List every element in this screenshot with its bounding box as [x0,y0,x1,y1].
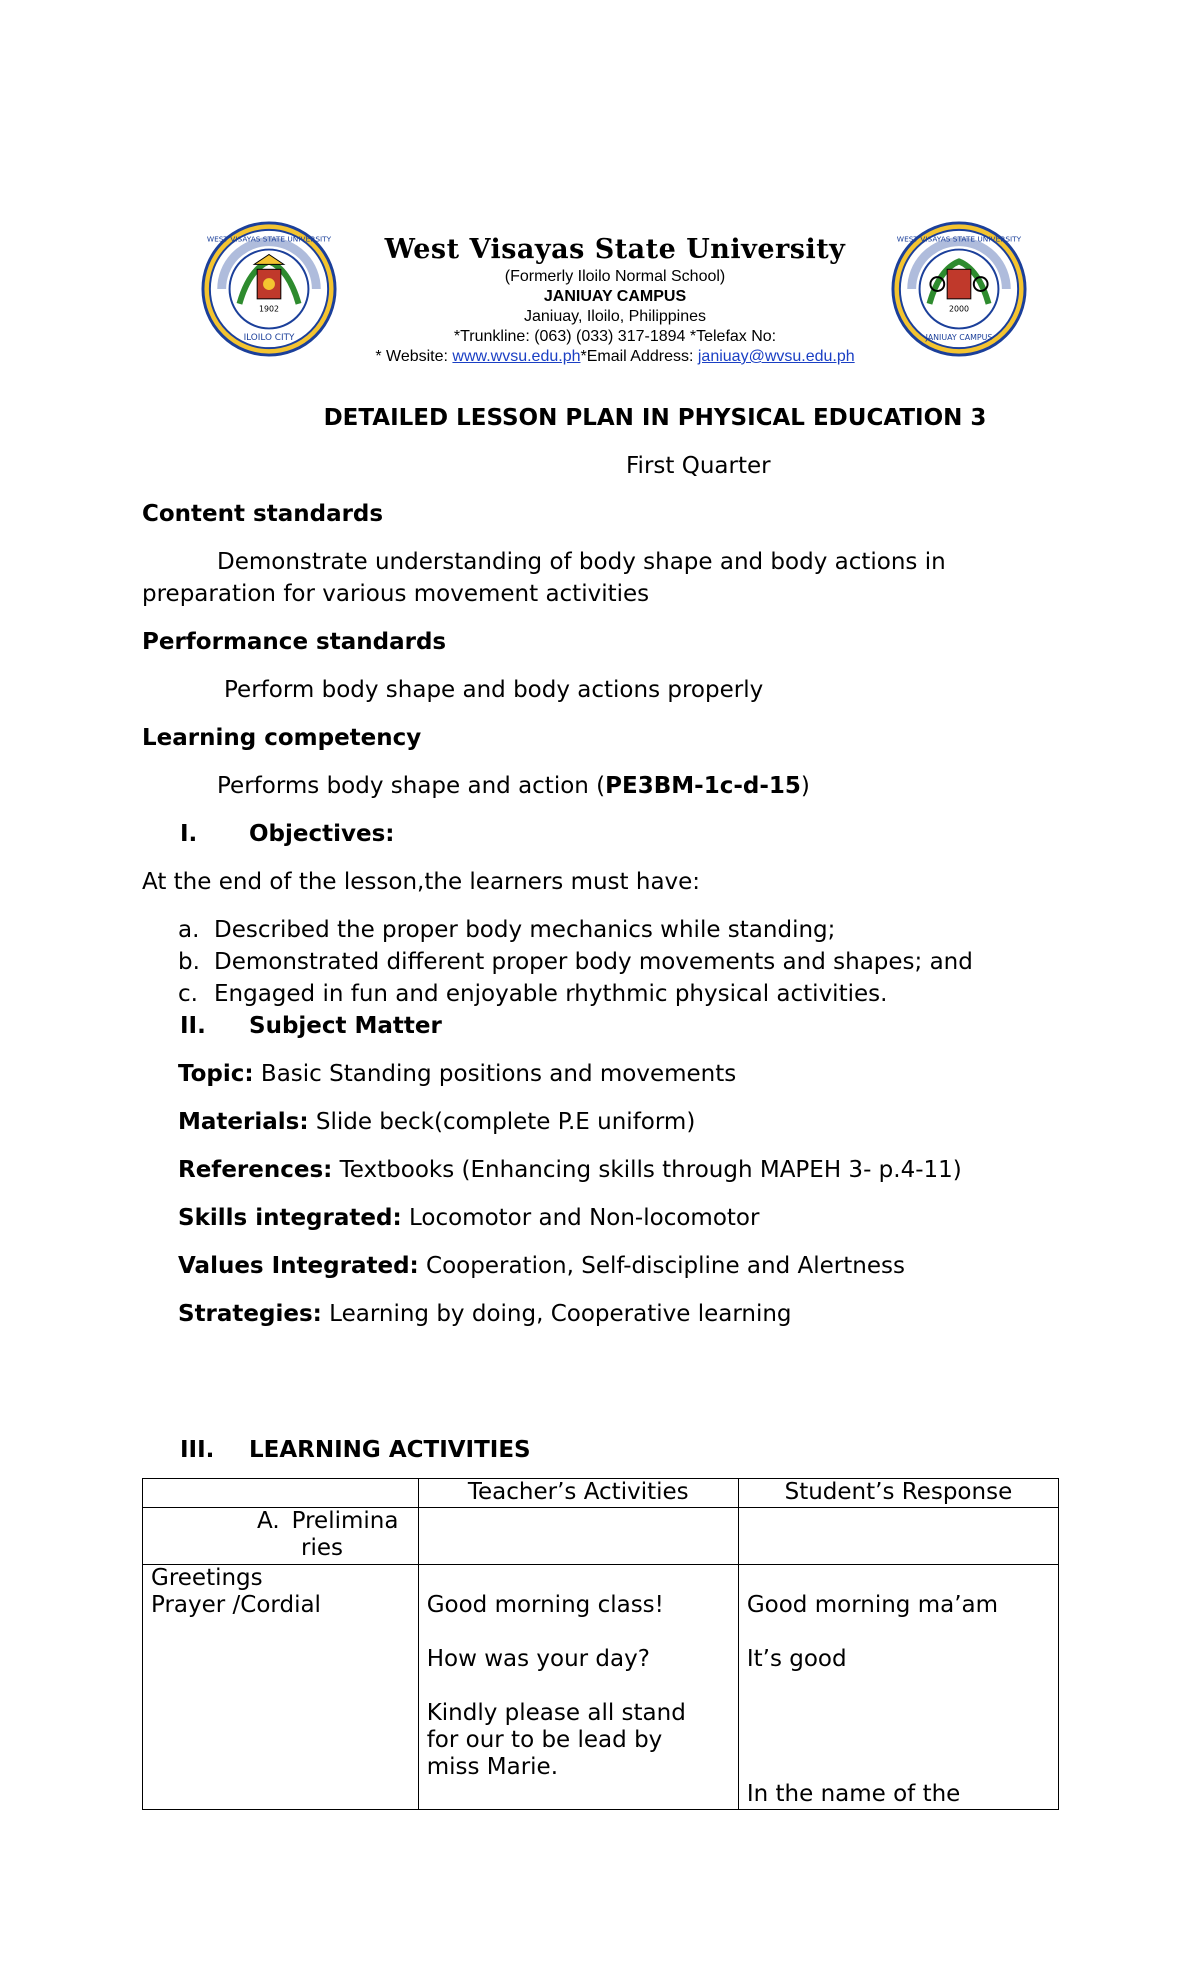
table-row [143,1508,1059,1565]
subject-item [178,1204,759,1232]
teacher-line: for our to be lead by [426,1727,663,1753]
teacher-activities-header: Teacher’s Activities [418,1479,738,1508]
objectives-number: I. [180,821,198,847]
content-standards-heading: Content standards [142,501,384,527]
subject-value: Learning by doing, Cooperative learning [321,1301,792,1327]
seal-right-year: 2000 [948,304,970,314]
university-seal-right [890,220,1028,358]
letterhead-text [350,234,880,367]
letterhead [200,208,1020,368]
formerly-line: (Formerly Iloilo Normal School) [504,268,726,285]
quarter-label: First Quarter [626,453,771,479]
university-seal-left [200,220,338,358]
learning-activities-table [142,1478,1059,1810]
subject-label: Strategies: [178,1301,322,1327]
objective-text: Described the proper body mechanics while standing; [214,917,836,943]
subject-value: Locomotor and Non-locomotor [401,1205,760,1231]
student-response-cell [738,1565,1058,1810]
subject-item [178,1060,736,1088]
student-line: In the name of the [746,1781,961,1807]
table-cell [143,1479,419,1508]
contact-line [350,347,880,367]
phone-line: *Trunkline: (063) (033) 317-1894 *Telefax No: [453,328,777,345]
performance-standards-heading: Performance standards [142,629,447,655]
content-standards-line2: preparation for various movement activities [142,581,650,607]
learning-competency-text [217,772,810,800]
student-response-header: Student’s Response [738,1479,1058,1508]
preliminaries-line1 [151,1508,410,1535]
seal-right-name: WEST VISAYAS STATE UNIVERSITY [896,234,1022,244]
teacher-line: How was your day? [426,1646,650,1672]
seal-left-name: WEST VISAYAS STATE UNIVERSITY [206,234,332,244]
website-label: * Website: [375,348,453,365]
objective-text: Demonstrated different proper body movements and shapes; and [214,949,973,975]
subject-matter-number: II. [180,1013,206,1039]
objectives-heading: Objectives: [249,821,395,847]
teacher-line: miss Marie. [426,1754,559,1780]
table-row [143,1565,1059,1810]
table-cell [418,1508,738,1565]
subject-label: Topic: [178,1061,254,1087]
table-header-row [143,1479,1059,1508]
seal-right-campus: JANIUAY CAMPUS [925,333,993,343]
email-link[interactable]: janiuay@wvsu.edu.ph [697,348,855,365]
subject-matter-heading: Subject Matter [249,1013,442,1039]
email-label: *Email Address: [580,348,698,365]
subject-item [178,1108,695,1136]
website-link[interactable]: www.wvsu.edu.ph [452,348,581,365]
university-name: West Visayas State University [384,234,846,265]
objective-letter: b. [178,949,200,975]
content-standards-line1: Demonstrate understanding of body shape and body actions in [217,549,946,575]
subject-item [178,1252,905,1280]
teacher-line: Kindly please all stand [426,1700,686,1726]
student-line: Good morning ma’am [746,1592,999,1618]
preliminaries-letter: A. [257,1508,280,1534]
document-title: DETAILED LESSON PLAN IN PHYSICAL EDUCATION 3 [323,405,987,431]
competency-code: PE3BM-1c-d-15 [605,773,801,799]
teacher-activities-cell [418,1565,738,1810]
objective-text: Engaged in fun and enjoyable rhythmic physical activities. [214,981,888,1007]
greetings-cell [143,1565,419,1810]
subject-value: Textbooks (Enhancing skills through MAPEH 3- p.4-11) [332,1157,962,1183]
student-line: It’s good [746,1646,847,1672]
subject-value: Slide beck(complete P.E uniform) [308,1109,696,1135]
objectives-intro: At the end of the lesson,the learners must have: [142,869,701,895]
preliminaries-line2: ries [301,1535,343,1561]
subject-value: Cooperation, Self-discipline and Alertness [418,1253,905,1279]
subject-item [178,1156,962,1184]
teacher-line: Good morning class! [426,1592,664,1618]
greetings-label: Greetings [151,1565,263,1591]
prayer-label: Prayer /Cordial [151,1592,321,1618]
subject-value: Basic Standing positions and movements [253,1061,737,1087]
preliminaries-cell [143,1508,419,1565]
subject-label: Materials: [178,1109,309,1135]
objective-letter: a. [178,917,200,943]
address-line: Janiuay, Iloilo, Philippines [523,308,707,325]
seal-left-year: 1902 [258,304,280,314]
learning-activities-number: III. [180,1437,215,1463]
subject-item [178,1300,792,1328]
seal-left-city: ILOILO CITY [243,333,295,344]
preliminaries-text: Prelimina [291,1508,399,1534]
table-cell [738,1508,1058,1565]
learning-competency-heading: Learning competency [142,725,422,751]
subject-label: Skills integrated: [178,1205,402,1231]
subject-label: References: [178,1157,333,1183]
learning-activities-heading: LEARNING ACTIVITIES [249,1437,531,1463]
competency-close: ) [800,773,810,799]
competency-text: Performs body shape and action ( [217,773,606,799]
objective-letter: c. [178,981,198,1007]
subject-label: Values Integrated: [178,1253,419,1279]
campus-name: JANIUAY CAMPUS [543,288,687,305]
performance-standards-text: Perform body shape and body actions properly [224,677,764,703]
